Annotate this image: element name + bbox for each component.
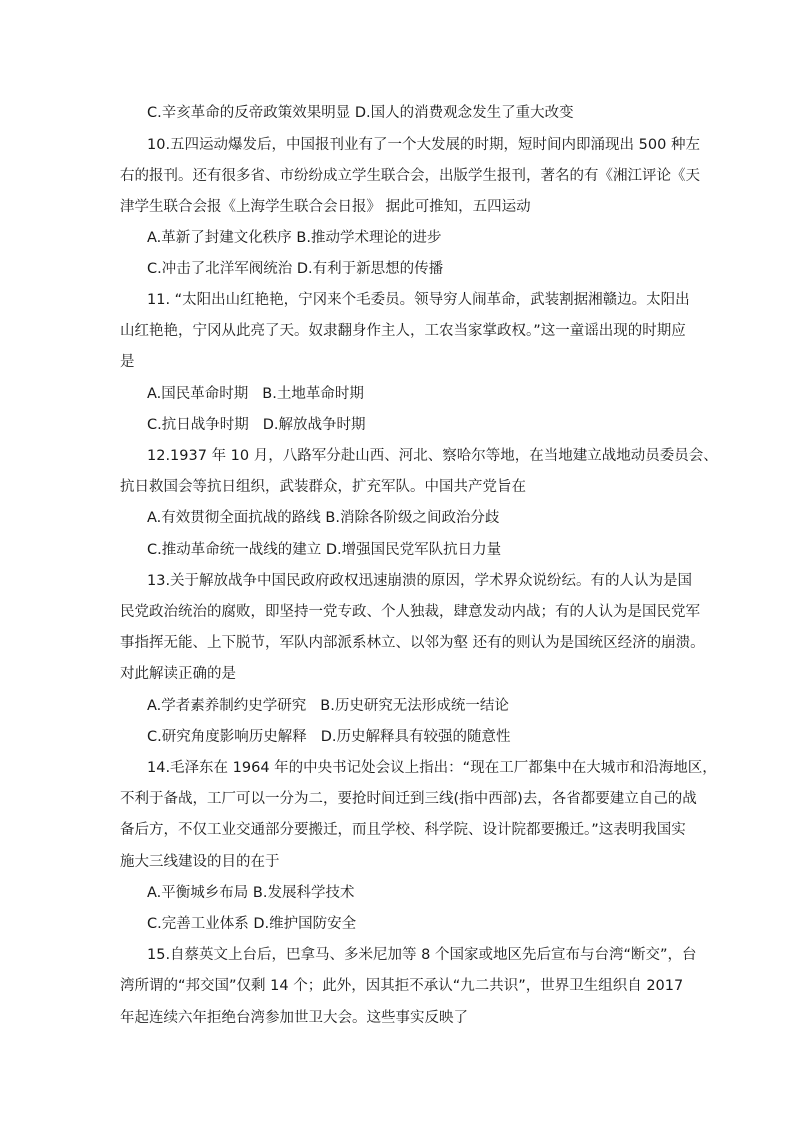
option-line-14cd: C.完善工业体系 D.维护国防安全 [147,916,357,932]
question-15-line-2: 湾所谓的“邦交国”仅剩 14 个；此外，因其拒不承认“九二共识”，世界卫生组织自 2017 [120,978,684,994]
question-13-line-2: 民党政治统治的腐败，即坚持一党专政、个人独裁，肆意发动内战；有的人认为是国民党军 [120,604,700,620]
option-line-11ab [147,384,364,404]
option-13b: B.历史研究无法形成统一结论 [320,698,509,714]
option-11d: D.解放战争时期 [262,417,366,433]
option-line-14ab: A.平衡城乡布局 B.发展科学技术 [147,885,355,901]
option-line-11cd [147,415,366,435]
option-13c: C.研究角度影响历史解释 [147,729,307,745]
question-10-line-1: 10.五四运动爆发后，中国报刊业有了一个大发展的时期，短时间内即涌现出 500 种左 [147,137,700,153]
question-15-line-1: 15.自蔡英文上台后，巴拿马、多米尼加等 8 个国家或地区先后宣布与台湾“断交”，台 [147,947,697,963]
question-14-line-2: 不利于备战，工厂可以一分为二，要抢时间迁到三线(指中西部)去，各省都要建立自己的战 [120,791,697,807]
question-15-line-3: 年起连续六年拒绝台湾参加世卫大会。这些事实反映了 [120,1010,468,1026]
question-13-line-1: 13.关于解放战争中国民政府政权迅速崩溃的原因，学术界众说纷纭。有的人认为是国 [147,573,693,589]
option-line-13cd [147,727,511,747]
option-11a: A.国民革命时期 [147,386,249,402]
question-14-line-1: 14.毛泽东在 1964 年的中央书记处会议上指出：“现在工厂都集中在大城市和沿海地区， [147,760,717,776]
question-11-line-2: 山红艳艳，宁冈从此亮了天。奴隶翻身作主人，工农当家掌政权。”这一童谣出现的时期应 [120,323,686,339]
question-13-line-4: 对此解读正确的是 [120,666,236,682]
question-10-line-2: 右的报刊。还有很多省、市纷纷成立学生联合会，出版学生报刊，著名的有《湘江评论《天 [120,168,700,184]
option-line-12cd: C.推动革命统一战线的建立 D.增强国民党军队抗日力量 [147,542,502,558]
question-14-line-4: 施大三线建设的目的在于 [120,854,280,870]
option-line-10ab: A.革新了封建文化秩序 B.推动学术理论的进步 [147,230,442,246]
question-12-line-1: 12.1937 年 10 月，八路军分赴山西、河北、察哈尔等地，在当地建立战地动员委员会、 [147,448,718,464]
option-line-9cd: C.辛亥革命的反帝政策效果明显 D.国人的消费观念发生了重大改变 [147,105,574,121]
option-11c: C.抗日战争时期 [147,417,249,433]
question-11-line-3: 是 [120,354,135,370]
option-13d: D.历史解释具有较强的随意性 [320,729,511,745]
option-13a: A.学者素养制约史学研究 [147,698,307,714]
option-11b: B.土地革命时期 [262,386,364,402]
question-10-line-3: 津学生联合会报《上海学生联合会日报》 据此可推知，五四运动 [120,199,531,215]
option-line-10cd: C.冲击了北洋军阀统治 D.有利于新思想的传播 [147,261,444,277]
question-11-line-1: 11. “太阳出山红艳艳，宁冈来个毛委员。领导穷人闹革命，武装割据湘赣边。太阳出 [147,292,690,308]
question-12-line-2: 抗日救国会等抗日组织，武装群众，扩充军队。中国共产党旨在 [120,479,526,495]
option-line-12ab: A.有效贯彻全面抗战的路线 B.消除各阶级之间政治分歧 [147,510,500,526]
option-line-13ab [147,696,509,716]
question-14-line-3: 备后方，不仅工业交通部分要搬迁，而且学校、科学院、设计院都要搬迁。”这表明我国实 [120,822,686,838]
question-13-line-3: 事指挥无能、上下脱节，军队内部派系林立、以邻为壑 还有的则认为是国统区经济的崩溃。 [120,635,705,651]
